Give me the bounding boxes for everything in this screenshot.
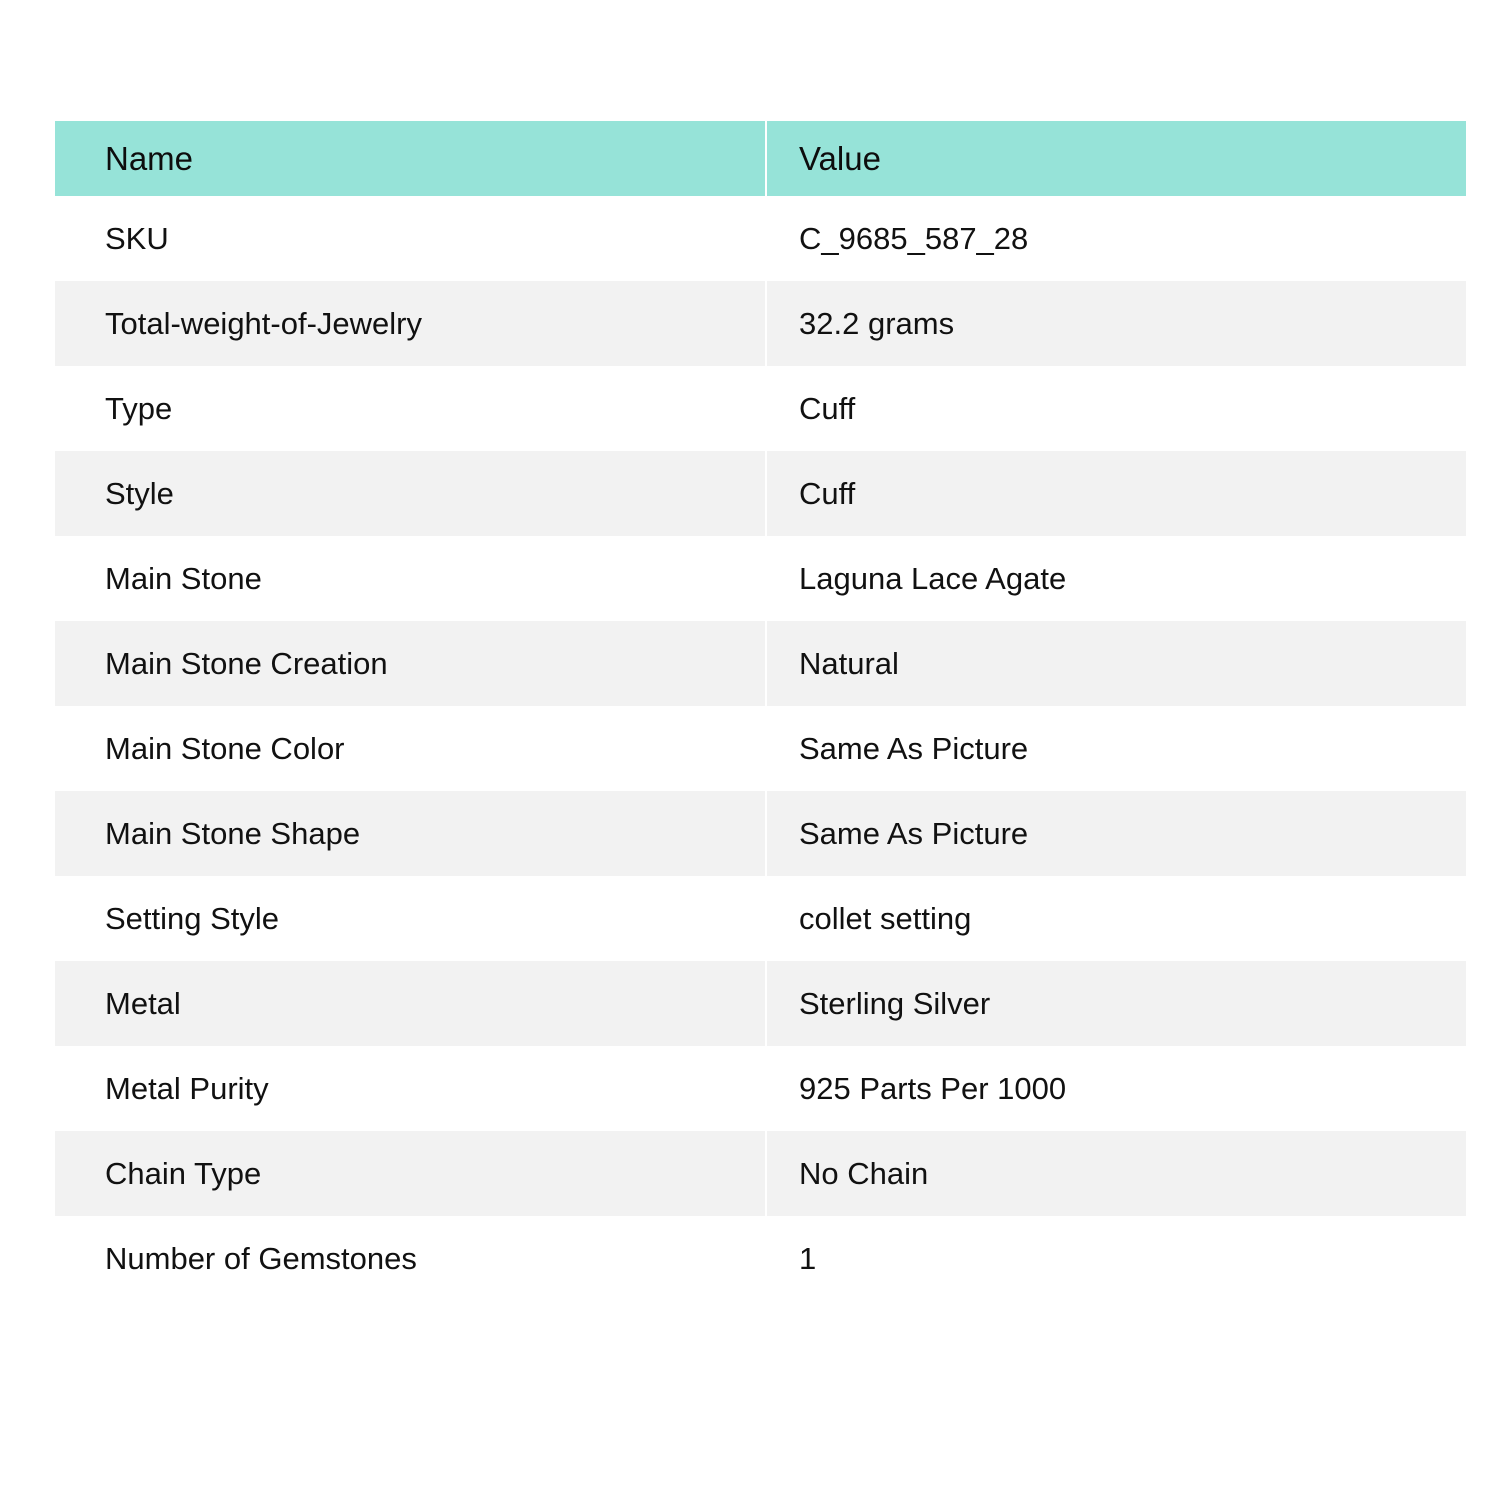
table-row (55, 876, 1466, 961)
row-name-cell: Type (55, 366, 766, 451)
table-body (55, 196, 1466, 1301)
table-row (55, 1046, 1466, 1131)
table-row (55, 536, 1466, 621)
column-header-value: Value (766, 121, 1466, 196)
table-row (55, 281, 1466, 366)
row-name-cell: Setting Style (55, 876, 766, 961)
row-value-cell: Cuff (766, 451, 1466, 536)
table-row (55, 961, 1466, 1046)
row-name-cell: SKU (55, 196, 766, 281)
row-value-cell: 925 Parts Per 1000 (766, 1046, 1466, 1131)
table-header (55, 121, 1466, 196)
row-name-cell: Chain Type (55, 1131, 766, 1216)
row-value-cell: Natural (766, 621, 1466, 706)
row-name-cell: Main Stone (55, 536, 766, 621)
table-row (55, 1131, 1466, 1216)
row-name-cell: Total-weight-of-Jewelry (55, 281, 766, 366)
row-value-cell: Cuff (766, 366, 1466, 451)
row-name-cell: Main Stone Creation (55, 621, 766, 706)
table-row (55, 451, 1466, 536)
table-row (55, 791, 1466, 876)
row-value-cell: 32.2 grams (766, 281, 1466, 366)
specifications-table (55, 121, 1466, 1301)
row-value-cell: C_9685_587_28 (766, 196, 1466, 281)
row-name-cell: Main Stone Color (55, 706, 766, 791)
table-row (55, 366, 1466, 451)
row-value-cell: Same As Picture (766, 706, 1466, 791)
row-name-cell: Main Stone Shape (55, 791, 766, 876)
header-row (55, 121, 1466, 196)
row-value-cell: Sterling Silver (766, 961, 1466, 1046)
row-value-cell: 1 (766, 1216, 1466, 1301)
table-row (55, 1216, 1466, 1301)
row-value-cell: No Chain (766, 1131, 1466, 1216)
table-row (55, 621, 1466, 706)
row-name-cell: Number of Gemstones (55, 1216, 766, 1301)
table-row (55, 196, 1466, 281)
row-name-cell: Style (55, 451, 766, 536)
row-value-cell: Same As Picture (766, 791, 1466, 876)
row-name-cell: Metal Purity (55, 1046, 766, 1131)
row-value-cell: collet setting (766, 876, 1466, 961)
row-value-cell: Laguna Lace Agate (766, 536, 1466, 621)
table-row (55, 706, 1466, 791)
column-header-name: Name (55, 121, 766, 196)
row-name-cell: Metal (55, 961, 766, 1046)
